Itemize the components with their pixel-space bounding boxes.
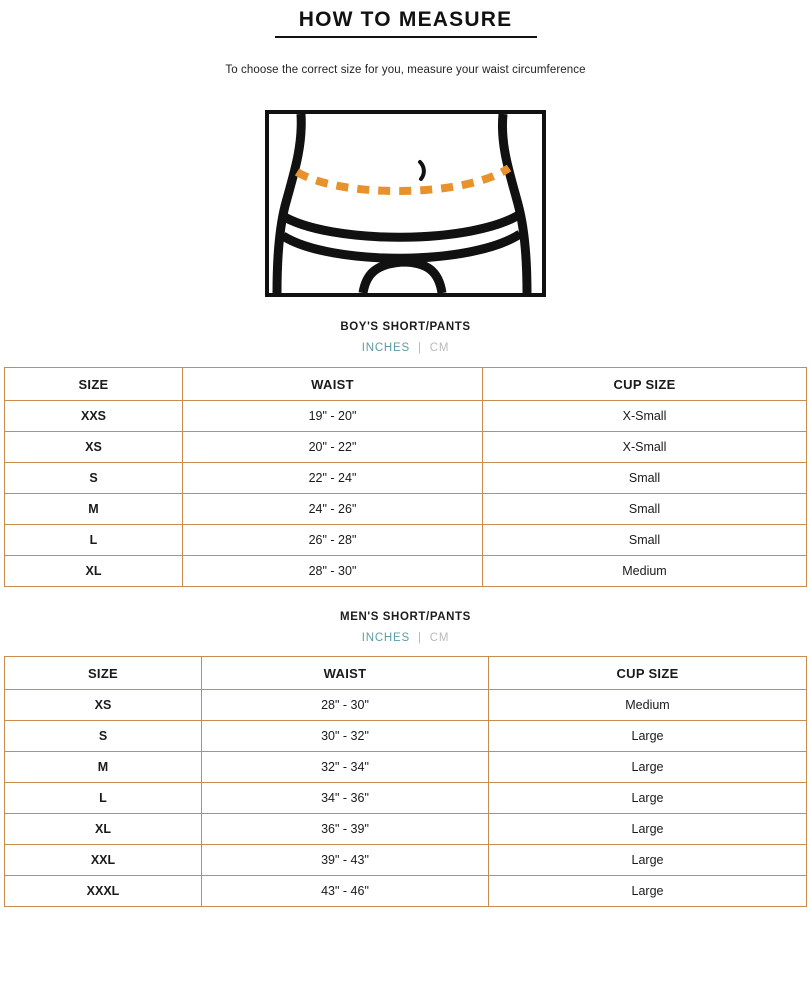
cell-size: M <box>5 752 202 783</box>
cell-size: S <box>5 463 183 494</box>
cell-size: XL <box>5 814 202 845</box>
cell-size: M <box>5 494 183 525</box>
table-row <box>5 494 807 525</box>
cell-cup-size: Medium <box>483 556 807 587</box>
cell-waist: 36" - 39" <box>202 814 489 845</box>
cell-size: XS <box>5 690 202 721</box>
cell-size: L <box>5 783 202 814</box>
table-row <box>5 556 807 587</box>
table-row <box>5 783 807 814</box>
table-row <box>5 463 807 494</box>
table-row <box>5 752 807 783</box>
cell-cup-size: X-Small <box>483 432 807 463</box>
column-header-size: SIZE <box>5 368 183 401</box>
table-row <box>5 721 807 752</box>
cell-waist: 28" - 30" <box>183 556 483 587</box>
unit-toggle-mens <box>0 632 811 644</box>
illustration-frame <box>265 110 546 297</box>
illustration-wrapper <box>0 110 811 297</box>
cell-waist: 34" - 36" <box>202 783 489 814</box>
cell-size: XXL <box>5 845 202 876</box>
cell-cup-size: Medium <box>489 690 807 721</box>
unit-separator-boys: | <box>417 342 422 354</box>
cell-size: XXXL <box>5 876 202 907</box>
cell-waist: 24" - 26" <box>183 494 483 525</box>
cell-waist: 22" - 24" <box>183 463 483 494</box>
cell-cup-size: Small <box>483 494 807 525</box>
table-row <box>5 814 807 845</box>
table-header-row-boys <box>5 368 807 401</box>
cell-cup-size: Large <box>489 783 807 814</box>
unit-separator-mens: | <box>417 632 422 644</box>
cell-cup-size: Large <box>489 721 807 752</box>
table-row <box>5 876 807 907</box>
cell-waist: 20" - 22" <box>183 432 483 463</box>
unit-cm-boys[interactable]: CM <box>429 342 450 354</box>
waist-measurement-diagram <box>269 114 542 293</box>
cell-waist: 28" - 30" <box>202 690 489 721</box>
title-underline <box>275 36 537 38</box>
section-heading-boys: BOY'S SHORT/PANTS <box>340 321 471 333</box>
table-row <box>5 525 807 556</box>
size-table-boys <box>4 367 807 587</box>
cell-size: XL <box>5 556 183 587</box>
cell-cup-size: Large <box>489 845 807 876</box>
cell-size: XXS <box>5 401 183 432</box>
unit-cm-mens[interactable]: CM <box>429 632 450 644</box>
cell-cup-size: X-Small <box>483 401 807 432</box>
page-title: HOW TO MEASURE <box>298 8 513 31</box>
page-subtitle: To choose the correct size for you, measure your waist circumference <box>225 64 586 76</box>
section-heading-mens: MEN'S SHORT/PANTS <box>340 611 471 623</box>
cell-size: L <box>5 525 183 556</box>
cell-waist: 26" - 28" <box>183 525 483 556</box>
cell-waist: 30" - 32" <box>202 721 489 752</box>
cell-waist: 43" - 46" <box>202 876 489 907</box>
cell-size: S <box>5 721 202 752</box>
cell-waist: 39" - 43" <box>202 845 489 876</box>
table-row <box>5 690 807 721</box>
cell-cup-size: Large <box>489 752 807 783</box>
column-header-waist: WAIST <box>202 657 489 690</box>
cell-cup-size: Large <box>489 814 807 845</box>
cell-cup-size: Small <box>483 463 807 494</box>
cell-waist: 32" - 34" <box>202 752 489 783</box>
cell-size: XS <box>5 432 183 463</box>
table-row <box>5 845 807 876</box>
column-header-cup-size: CUP SIZE <box>483 368 807 401</box>
unit-toggle-boys <box>0 342 811 354</box>
column-header-size: SIZE <box>5 657 202 690</box>
unit-inches-mens[interactable]: INCHES <box>361 632 410 644</box>
column-header-waist: WAIST <box>183 368 483 401</box>
table-row <box>5 432 807 463</box>
table-header-row-mens <box>5 657 807 690</box>
unit-inches-boys[interactable]: INCHES <box>361 342 410 354</box>
column-header-cup-size: CUP SIZE <box>489 657 807 690</box>
table-row <box>5 401 807 432</box>
size-table-mens <box>4 656 807 907</box>
cell-cup-size: Large <box>489 876 807 907</box>
cell-cup-size: Small <box>483 525 807 556</box>
cell-waist: 19" - 20" <box>183 401 483 432</box>
